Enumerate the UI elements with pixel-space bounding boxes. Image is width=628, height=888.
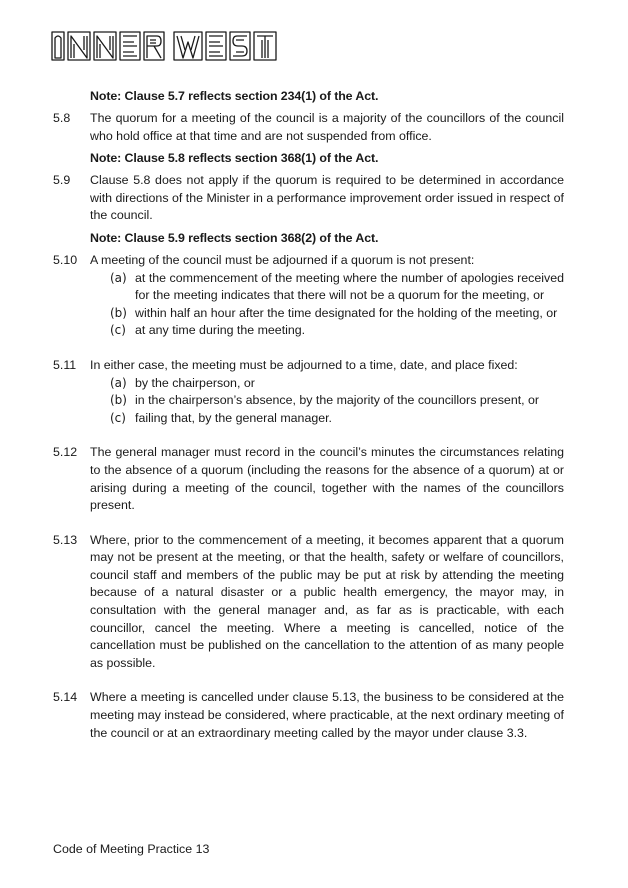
sub-item: [110, 322, 564, 340]
sub-item: [110, 270, 564, 305]
sub-item-letter: (c): [110, 410, 126, 425]
clause-5-10: [53, 252, 564, 340]
clause-note: Note: Clause 5.8 reflects section 368(1) of the Act.: [90, 151, 379, 166]
clause-text: Clause 5.8 does not apply if the quorum is required to be determined in accordance with directions of the Minister in a performance improvement order issued in respect of the council.: [90, 173, 564, 223]
clause-number: 5.10: [53, 252, 78, 267]
clause-5-14: [53, 689, 564, 742]
clause-number: 5.11: [53, 357, 77, 372]
clause-text: A meeting of the council must be adjourned if a quorum is not present:: [90, 252, 475, 267]
sub-item-letter: (b): [110, 305, 127, 320]
sub-item: [110, 375, 564, 393]
sub-item-text: within half an hour after the time designated for the holding of the meeting, or: [135, 305, 558, 320]
clause-note: Note: Clause 5.7 reflects section 234(1) of the Act.: [90, 89, 379, 103]
clause-5-13: [53, 532, 564, 673]
clause-text: The general manager must record in the council’s minutes the circumstances relating to the absence of a quorum (including the reasons for the absence of a quorum) at or arising during a meeting of the council, together with the names of the councillors present.: [90, 445, 564, 513]
sub-item: [110, 305, 564, 323]
clause-text: In either case, the meeting must be adjourned to a time, date, and place fixed:: [90, 357, 518, 372]
clause-number: 5.12: [53, 445, 78, 460]
sub-item-text: failing that, by the general manager.: [135, 410, 333, 425]
clause-number: 5.8: [53, 111, 71, 125]
clause-text: Where a meeting is cancelled under clause 5.13, the business to be considered at the meeting may instead be considered, where practicable, at the next ordinary meeting of the council or at an extraordinary meeting called by the mayor under clause 3.3.: [90, 690, 564, 740]
sub-item: [110, 392, 564, 410]
sub-item-letter: (a): [110, 270, 127, 285]
document-body: [53, 88, 564, 742]
inner-west-logo: [50, 28, 290, 64]
clause-5-8: [53, 110, 564, 145]
clause-5-9: [53, 172, 564, 225]
sub-item-letter: (a): [110, 375, 127, 390]
page-footer: Code of Meeting Practice 13: [53, 842, 210, 856]
clause-number: 5.9: [53, 173, 71, 188]
sub-item-text: by the chairperson, or: [135, 375, 255, 390]
sub-item-text: in the chairperson’s absence, by the majority of the councillors present, or: [135, 393, 540, 408]
sub-item: [110, 410, 564, 428]
sub-item-text: at the commencement of the meeting where the number of apologies received for the meeting indicates that there will not be a quorum for the meeting, or: [135, 270, 564, 303]
clause-5-12: [53, 444, 564, 514]
clause-note: Note: Clause 5.9 reflects section 368(2) of the Act.: [90, 230, 379, 245]
clause-text: Where, prior to the commencement of a meeting, it becomes apparent that a quorum may not be present at the meeting, or that the health, safety or welfare of councillors, council staff and members of the public may be put at risk by attending the meeting because of a natural disaster or a public health emergency, the mayor may, in consultation with the general manager and, as far as is practicable, with each councillor, cancel the meeting. Where a meeting is cancelled, notice of the cancellation must be published on the cancellation to the attention of as many people as possible.: [90, 532, 564, 670]
sub-item-letter: (c): [110, 323, 126, 338]
sub-item-letter: (b): [110, 393, 127, 408]
clause-number: 5.13: [53, 532, 78, 547]
clause-text: The quorum for a meeting of the council is a majority of the councillors of the council who hold office at that time and are not suspended from office.: [90, 111, 564, 143]
clause-number: 5.14: [53, 690, 78, 705]
clause-5-11: [53, 357, 564, 427]
sub-item-text: at any time during the meeting.: [135, 323, 306, 338]
